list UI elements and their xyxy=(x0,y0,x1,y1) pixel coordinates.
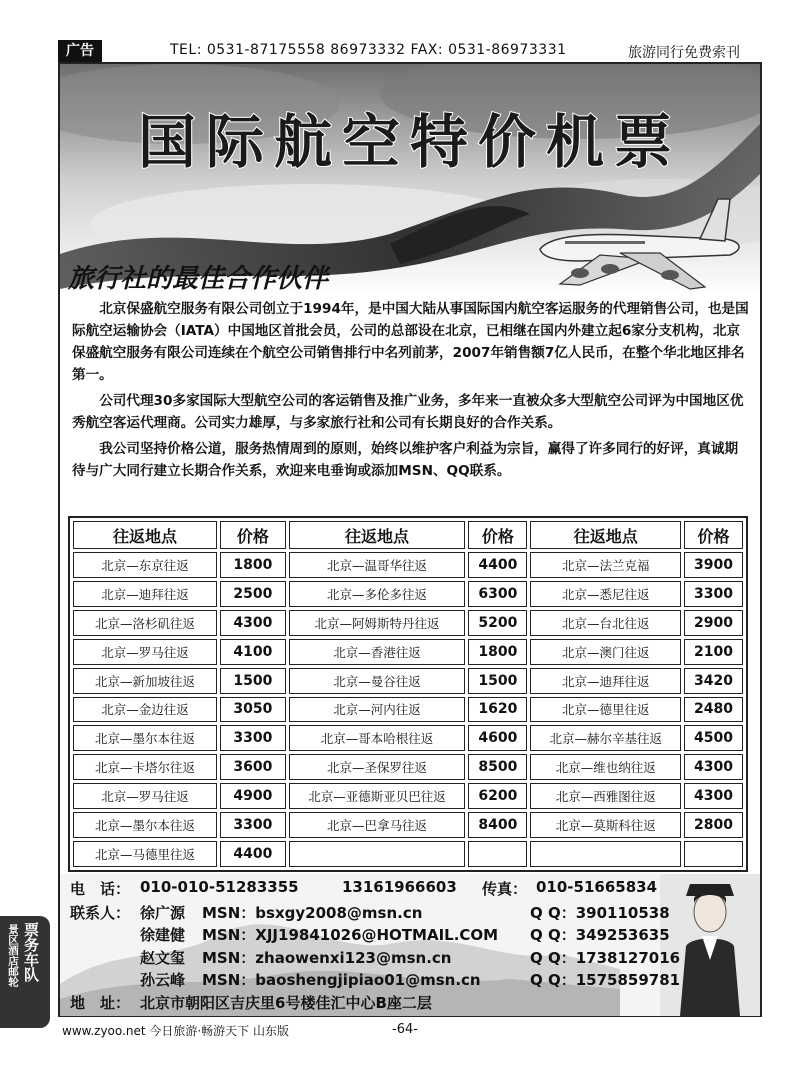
contact-qq: Q Q：349253635 xyxy=(530,926,670,944)
route-cell: 北京—新加坡往返 xyxy=(73,668,217,694)
col-header: 往返地点 xyxy=(289,521,466,549)
free-index-tag: 旅游同行免费索刊 xyxy=(628,45,740,61)
route-cell: 北京—澳门往返 xyxy=(530,639,681,665)
route-cell: 北京—多伦多往返 xyxy=(289,581,466,607)
price-cell: 6300 xyxy=(468,581,527,607)
table-row xyxy=(73,812,743,838)
contact-name: 赵文玺 xyxy=(140,949,186,967)
col-header: 价格 xyxy=(684,521,743,549)
stewardess-illustration xyxy=(660,874,760,1016)
route-cell: 北京—台北往返 xyxy=(530,610,681,636)
table-row xyxy=(73,725,743,751)
contact-msn: MSN：bsxgy2008@msn.cn xyxy=(202,904,423,922)
route-cell: 北京—哥本哈根往返 xyxy=(289,725,466,751)
route-cell: 北京—圣保罗往返 xyxy=(289,754,466,780)
table-row xyxy=(73,754,743,780)
contact-msn: MSN：baoshengjipiao01@msn.cn xyxy=(202,971,481,989)
page-number: -64- xyxy=(392,1022,418,1037)
route-cell: 北京—西雅图往返 xyxy=(530,783,681,809)
intro-paragraph-1: 北京保盛航空服务有限公司创立于1994年，是中国大陆从事国际国内航空客运服务的代理销售公司，也是国际航空运输协会（IATA）中国地区首批会员，公司的总部设在北京，已相继在国内外建立起6家分支机构，北京保盛航空服务有限公司连续在个航空公司销售排行中名列前茅，2007年销售额7亿人民币，在整个华北地区排名第一。 xyxy=(72,301,749,383)
route-cell: 北京—巴拿马往返 xyxy=(289,812,466,838)
phone-number: 010-010-51283355 xyxy=(140,878,299,896)
price-cell xyxy=(468,841,527,867)
price-cell: 3050 xyxy=(220,697,286,723)
route-cell: 北京—悉尼往返 xyxy=(530,581,681,607)
route-cell: 北京—洛杉矶往返 xyxy=(73,610,217,636)
contact-name: 徐广源 xyxy=(140,904,186,922)
price-cell: 3300 xyxy=(220,812,286,838)
contact-qq: Q Q：1575859781 xyxy=(530,971,681,989)
price-cell: 2800 xyxy=(684,812,743,838)
contact-msn: MSN：XJJ19841026@HOTMAIL.COM xyxy=(202,926,499,944)
fare-table xyxy=(68,516,748,872)
route-cell: 北京—迪拜往返 xyxy=(73,581,217,607)
contact-qq: Q Q：390110538 xyxy=(530,904,670,922)
route-cell: 北京—河内往返 xyxy=(289,697,466,723)
col-header: 价格 xyxy=(220,521,286,549)
price-cell: 4100 xyxy=(220,639,286,665)
table-row xyxy=(73,783,743,809)
contact-msn: MSN：zhaowenxi123@msn.cn xyxy=(202,949,452,967)
price-cell: 2500 xyxy=(220,581,286,607)
price-cell: 2480 xyxy=(684,697,743,723)
price-cell: 4400 xyxy=(220,841,286,867)
route-cell: 北京—罗马往返 xyxy=(73,783,217,809)
price-cell: 1500 xyxy=(468,668,527,694)
price-cell: 4500 xyxy=(684,725,743,751)
fare-table-header xyxy=(73,521,743,549)
price-cell xyxy=(684,841,743,867)
address-label: 地 址： xyxy=(70,994,131,1012)
price-cell: 1500 xyxy=(220,668,286,694)
table-row xyxy=(73,552,743,578)
price-cell: 2900 xyxy=(684,610,743,636)
price-cell: 4400 xyxy=(468,552,527,578)
tel-fax-line: TEL: 0531-87175558 86973332 FAX: 0531-86973331 xyxy=(170,42,567,58)
route-cell: 北京—东京往返 xyxy=(73,552,217,578)
price-cell: 3300 xyxy=(684,581,743,607)
route-cell: 北京—阿姆斯特丹往返 xyxy=(289,610,466,636)
price-cell: 4900 xyxy=(220,783,286,809)
fax-label: 传真： xyxy=(482,880,528,898)
table-row xyxy=(73,581,743,607)
route-cell: 北京—亚德斯亚贝巴往返 xyxy=(289,783,466,809)
headline: 国际航空特价机票 xyxy=(137,108,682,176)
price-cell: 4300 xyxy=(220,610,286,636)
route-cell: 北京—香港往返 xyxy=(289,639,466,665)
price-cell: 3600 xyxy=(220,754,286,780)
route-cell: 北京—墨尔本往返 xyxy=(73,812,217,838)
price-cell: 3420 xyxy=(684,668,743,694)
col-header: 价格 xyxy=(468,521,527,549)
route-cell: 北京—维也纳往返 xyxy=(530,754,681,780)
price-cell: 8400 xyxy=(468,812,527,838)
mobile-number: 13161966603 xyxy=(342,878,457,896)
slogan: 旅行社的最佳合作伙伴 xyxy=(68,264,329,294)
price-cell: 1800 xyxy=(220,552,286,578)
price-cell: 1620 xyxy=(468,697,527,723)
route-cell: 北京—金边往返 xyxy=(73,697,217,723)
company-intro xyxy=(72,298,750,486)
intro-paragraph-3: 我公司坚持价格公道，服务热情周到的原则，始终以维护客户利益为宗旨，赢得了许多同行的好评，真诚期待与广大同行建立长期合作关系，欢迎来电垂询或添加MSN、QQ联系。 xyxy=(72,441,739,479)
route-cell: 北京—墨尔本往返 xyxy=(73,725,217,751)
price-cell: 4600 xyxy=(468,725,527,751)
route-cell: 北京—温哥华往返 xyxy=(289,552,466,578)
table-row xyxy=(73,668,743,694)
ad-tag: 广告 xyxy=(58,40,102,62)
route-cell: 北京—卡塔尔往返 xyxy=(73,754,217,780)
contact-qq: Q Q：1738127016 xyxy=(530,949,681,967)
contact-name: 孙云峰 xyxy=(140,971,186,989)
price-cell: 3900 xyxy=(684,552,743,578)
address-text: 北京市朝阳区吉庆里6号楼佳汇中心B座二层 xyxy=(140,994,432,1012)
col-header: 往返地点 xyxy=(73,521,217,549)
fare-table-body xyxy=(73,552,743,867)
price-cell: 3300 xyxy=(220,725,286,751)
price-cell: 6200 xyxy=(468,783,527,809)
table-row xyxy=(73,610,743,636)
price-cell: 2100 xyxy=(684,639,743,665)
route-cell xyxy=(530,841,681,867)
route-cell: 北京—马德里往返 xyxy=(73,841,217,867)
contact-block xyxy=(60,874,760,1016)
route-cell xyxy=(289,841,466,867)
side-tab xyxy=(0,916,50,1028)
price-cell: 5200 xyxy=(468,610,527,636)
contact-name: 徐建健 xyxy=(140,926,186,944)
side-tab-line-b: 票务车队 xyxy=(22,922,40,982)
price-cell: 4300 xyxy=(684,783,743,809)
footer-site: www.zyoo.net 今日旅游·畅游天下 山东版 xyxy=(62,1024,289,1038)
table-row xyxy=(73,697,743,723)
route-cell: 北京—莫斯科往返 xyxy=(530,812,681,838)
contacts-label: 联系人： xyxy=(70,904,131,922)
fax-number: 010-51665834 xyxy=(536,878,658,896)
table-row xyxy=(73,639,743,665)
price-cell: 4300 xyxy=(684,754,743,780)
price-cell: 8500 xyxy=(468,754,527,780)
route-cell: 北京—罗马往返 xyxy=(73,639,217,665)
col-header: 往返地点 xyxy=(530,521,681,549)
route-cell: 北京—迪拜往返 xyxy=(530,668,681,694)
phone-label: 电 话： xyxy=(70,880,131,898)
intro-paragraph-2: 公司代理30多家国际大型航空公司的客运销售及推广业务，多年来一直被众多大型航空公司评为中国地区优秀航空客运代理商。公司实力雄厚，与多家旅行社和公司有长期良好的合作关系。 xyxy=(72,393,744,431)
route-cell: 北京—德里往返 xyxy=(530,697,681,723)
side-tab-line-a: 景区酒店邮轮 xyxy=(7,924,19,987)
table-row xyxy=(73,841,743,867)
route-cell: 北京—赫尔辛基往返 xyxy=(530,725,681,751)
route-cell: 北京—曼谷往返 xyxy=(289,668,466,694)
route-cell: 北京—法兰克福 xyxy=(530,552,681,578)
price-cell: 1800 xyxy=(468,639,527,665)
